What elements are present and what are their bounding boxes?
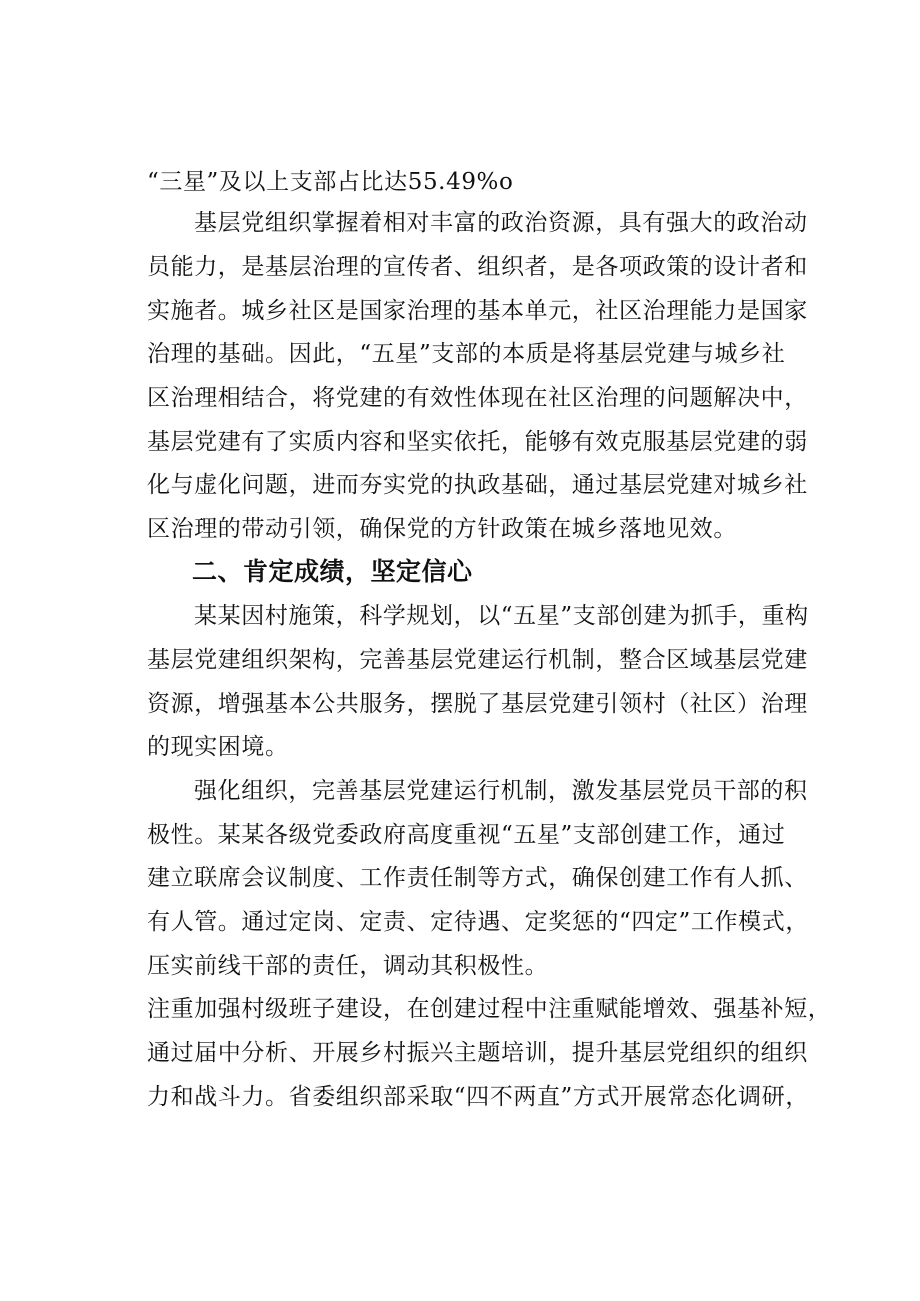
paragraph-line: 区治理相结合，将党建的有效性体现在社区治理的问题解决中，: [147, 385, 808, 411]
paragraph-line: 员能力，是基层治理的宣传者、组织者，是各项政策的设计者和: [147, 254, 808, 280]
section-heading: 二、肯定成绩，坚定信心: [192, 557, 473, 586]
paragraph-line: 区治理的带动引领，确保党的方针政策在城乡落地见效。: [147, 516, 737, 542]
paragraph-line: 力和战斗力。省委组织部采取“四不两直”方式开展常态化调研，: [147, 1084, 809, 1110]
paragraph-line: 压实前线干部的责任，调动其积极性。: [147, 953, 549, 979]
paragraph-line: 建立联席会议制度、工作责任制等方式，确保创建工作有人抓、: [147, 865, 808, 891]
paragraph-line: 的现实困境。: [147, 734, 289, 760]
paragraph-line: 治理的基础。因此，“五星”支部的本质是将基层党建与城乡社: [147, 341, 786, 367]
paragraph-line: “三星”及以上支部占比达55.49%o: [147, 169, 514, 195]
paragraph-line: 资源，增强基本公共服务，摆脱了基层党建引领村（社区）治理: [147, 691, 808, 717]
paragraph-line: 基层党建组织架构，完善基层党建运行机制，整合区域基层党建: [147, 647, 808, 673]
paragraph-line: 极性。某某各级党委政府高度重视“五星”支部创建工作，通过: [147, 822, 786, 848]
paragraph-line: 强化组织，完善基层党建运行机制，激发基层党员干部的积: [194, 778, 808, 804]
paragraph-line: 基层党建有了实质内容和坚实依托，能够有效克服基层党建的弱: [147, 429, 808, 455]
paragraph-line: 注重加强村级班子建设，在创建过程中注重赋能增效、强基补短，: [147, 996, 832, 1022]
paragraph-line: 有人管。通过定岗、定责、定待遇、定奖惩的“四定”工作模式，: [147, 909, 809, 935]
paragraph-line: 基层党组织掌握着相对丰富的政治资源，具有强大的政治动: [194, 210, 808, 236]
paragraph-line: 通过届中分析、开展乡村振兴主题培训，提升基层党组织的组织: [147, 1040, 808, 1066]
paragraph-line: 某某因村施策，科学规划，以“五星”支部创建为抓手，重构: [194, 603, 809, 629]
paragraph-line: 实施者。城乡社区是国家治理的基本单元，社区治理能力是国家: [147, 298, 808, 324]
paragraph-line: 化与虚化问题，进而夯实党的执政基础，通过基层党建对城乡社: [147, 472, 808, 498]
